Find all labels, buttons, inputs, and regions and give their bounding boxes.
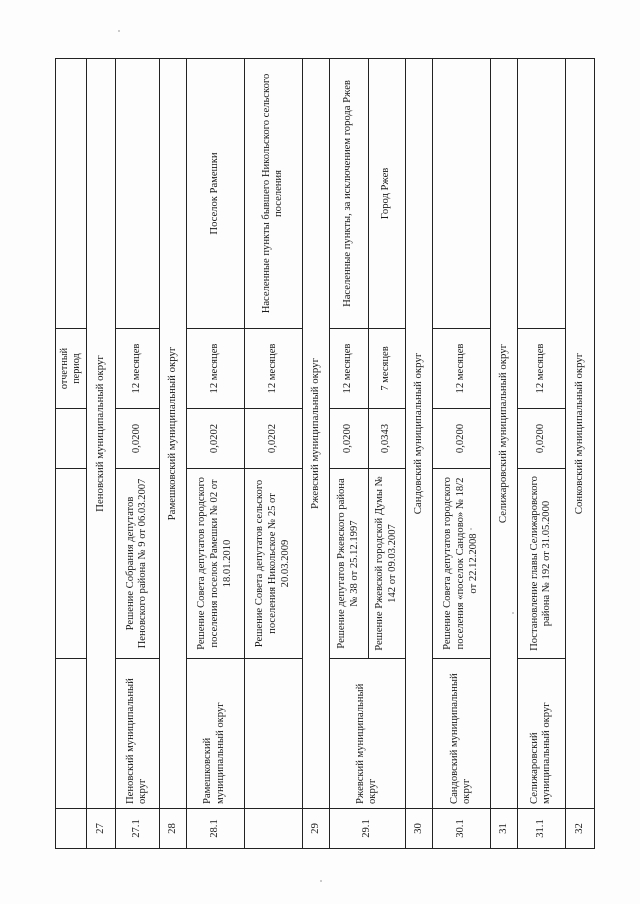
section-number: 29 (303, 809, 330, 849)
row-number: 31.1 (518, 809, 566, 849)
section-row-27 (87, 59, 116, 849)
table-row-30-1 (432, 59, 490, 849)
district-name: Сандовский муниципальный округ (432, 659, 490, 809)
period-value: 12 месяцев (116, 329, 160, 409)
scan-speck (320, 880, 322, 882)
decision-text: Решение депутатов Ржевского района № 38 от 25.12.1997 (330, 469, 368, 659)
rate-value: 0,0202 (244, 409, 302, 469)
district-name: Рамешковский муниципальный округ (186, 659, 244, 809)
district-name: Селижаровский муниципальный округ (518, 659, 566, 809)
table-row-29-1 (330, 59, 368, 849)
period-value: 12 месяцев (244, 329, 302, 409)
decision-text: Решение Совета депутатов сельского поселения Никольское № 25 от 20.03.2009 (244, 469, 302, 659)
section-title: Пеновский муниципальный округ (87, 59, 116, 809)
section-row-32 (565, 59, 594, 849)
table-row-28-1 (186, 59, 244, 849)
territory-value (116, 59, 160, 329)
section-number: 30 (405, 809, 432, 849)
rate-value: 0,0343 (368, 409, 405, 469)
decision-text: Решение Совета депутатов городского поселения «поселок Сандово» № 18/2 от 22.12.2008 (432, 469, 490, 659)
rate-value: 0,0200 (432, 409, 490, 469)
table-row-28-2 (244, 59, 302, 849)
header-cell-decision (56, 469, 87, 659)
tax-rate-table (55, 58, 595, 849)
period-value: 7 месяцев (368, 329, 405, 409)
rate-value: 0,0200 (330, 409, 368, 469)
header-cell-district (56, 659, 87, 809)
header-cell-territory (56, 59, 87, 329)
section-title: Сонковский муниципальный округ (565, 59, 594, 809)
table-row-31-1 (518, 59, 566, 849)
header-cell-num (56, 809, 87, 849)
period-value: 12 месяцев (186, 329, 244, 409)
scan-speck (512, 612, 514, 614)
rate-value: 0,0200 (116, 409, 160, 469)
decision-text: Решение Собрания депутатов Пеновского района № 9 от 06.03.2007 (116, 469, 160, 659)
header-cell-period: отчетный период (56, 329, 87, 409)
section-title: Ржевский муниципальный округ (303, 59, 330, 809)
decision-text: Решение Совета депутатов городского поселения поселок Рамешки № 02 от 18.01.2010 (186, 469, 244, 659)
section-number: 32 (565, 809, 594, 849)
row-number: 28.1 (186, 809, 244, 849)
section-number: 27 (87, 809, 116, 849)
rate-value: 0,0202 (186, 409, 244, 469)
period-value: 12 месяцев (330, 329, 368, 409)
section-number: 31 (491, 809, 518, 849)
scan-speck (118, 30, 120, 32)
decision-text: Решение Ржевской городской Думы № 142 от 09.03.2007 (368, 469, 405, 659)
row-number: 27.1 (116, 809, 160, 849)
section-title: Сандовский муниципальный округ (405, 59, 432, 809)
section-number: 28 (159, 809, 186, 849)
territory-value: Населенные пункты, за исключением города Ржев (330, 59, 368, 329)
territory-value (432, 59, 490, 329)
scan-speck (470, 528, 472, 530)
table-header-row (56, 59, 87, 849)
section-title: Рамешковский муниципальный округ (159, 59, 186, 809)
row-number (244, 809, 302, 849)
decision-text: Постановление главы Селижаровского района № 192 от 31.05.2000 (518, 469, 566, 659)
district-name (244, 659, 302, 809)
section-row-30 (405, 59, 432, 849)
section-row-31 (491, 59, 518, 849)
header-cell-rate (56, 409, 87, 469)
district-name: Пеновский муниципальный округ (116, 659, 160, 809)
row-number: 29.1 (330, 809, 406, 849)
district-name: Ржевский муниципальный округ (330, 659, 406, 809)
period-value: 12 месяцев (518, 329, 566, 409)
territory-value: Населенные пункты бывшего Никольского сельского поселения (244, 59, 302, 329)
section-row-29 (303, 59, 330, 849)
territory-value: Город Ржев (368, 59, 405, 329)
period-value: 12 месяцев (432, 329, 490, 409)
territory-value: Поселок Рамешки (186, 59, 244, 329)
section-row-28 (159, 59, 186, 849)
territory-value (518, 59, 566, 329)
rotated-table-container (55, 59, 595, 849)
table-row-27-1 (116, 59, 160, 849)
row-number: 30.1 (432, 809, 490, 849)
section-title: Селижаровский муниципальный округ (491, 59, 518, 809)
rate-value: 0,0200 (518, 409, 566, 469)
